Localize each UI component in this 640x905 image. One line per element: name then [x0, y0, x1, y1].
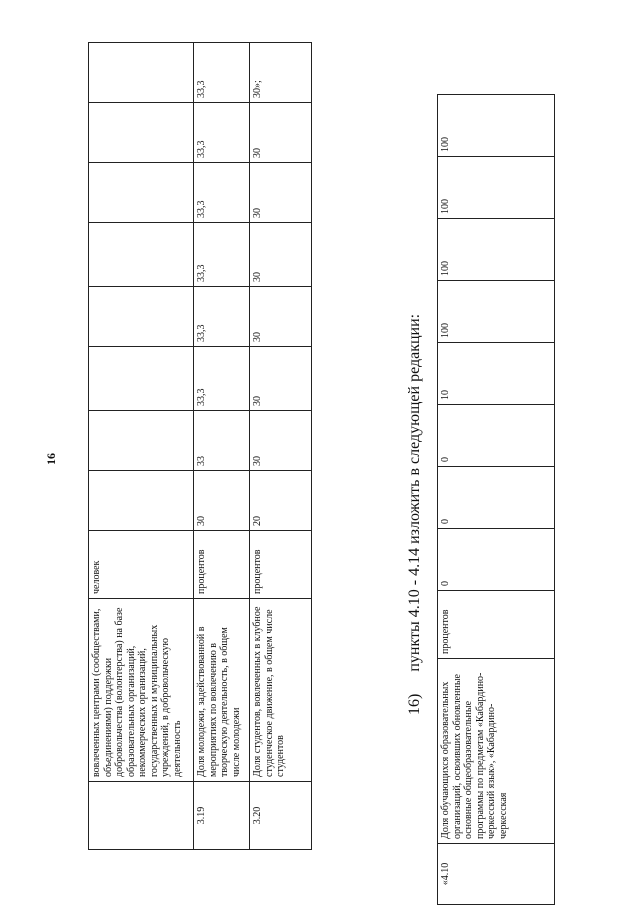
heading-number: 16): [406, 693, 423, 715]
value-cell: 30»;: [250, 43, 312, 103]
value-cell: [89, 287, 194, 347]
unit-cell: процентов: [250, 531, 312, 599]
table-row: [250, 43, 312, 850]
indicator-name: Доля молодежи, задействованной в мероприятиях по вовлечению в творческую деятельность, в общем числе молодежи: [194, 599, 250, 782]
value-cell: 10: [438, 343, 555, 405]
value-cell: 33,3: [194, 223, 250, 287]
value-cell: [89, 411, 194, 471]
heading-text: пункты 4.10 - 4.14 изложить в следующей редакции:: [406, 313, 423, 672]
section-heading: [406, 314, 424, 715]
unit-cell: процентов: [438, 591, 555, 659]
value-cell: [89, 43, 194, 103]
value-cell: 33: [194, 411, 250, 471]
table-row: [438, 95, 555, 905]
value-cell: 30: [250, 411, 312, 471]
value-cell: 33,3: [194, 347, 250, 411]
value-cell: 30: [250, 347, 312, 411]
value-cell: 30: [250, 223, 312, 287]
row-number: 3.20: [250, 782, 312, 850]
indicators-table-top: [88, 42, 312, 850]
page-number: 16: [44, 453, 58, 465]
value-cell: 100: [438, 219, 555, 281]
value-cell: [89, 471, 194, 531]
value-cell: 30: [194, 471, 250, 531]
row-number: «4.10: [438, 844, 555, 905]
value-cell: [89, 103, 194, 163]
value-cell: 30: [250, 103, 312, 163]
value-cell: 30: [250, 287, 312, 347]
value-cell: 33,3: [194, 43, 250, 103]
value-cell: 33,3: [194, 103, 250, 163]
value-cell: 20: [250, 471, 312, 531]
unit-cell: процентов: [194, 531, 250, 599]
value-cell: 0: [438, 405, 555, 467]
value-cell: 0: [438, 529, 555, 591]
value-cell: 33,3: [194, 163, 250, 223]
value-cell: [89, 347, 194, 411]
row-number: [89, 782, 194, 850]
indicator-name: Доля студентов, вовлеченных в клубное студенческое движение, в общем числе студентов: [250, 599, 312, 782]
indicator-name: вовлеченных центрами (сообществами, объединениями) поддержки добровольчества (волонтерства) на базе образовательных организаций, некоммерческих организаций, государственных и муниципальных учреждений, в добровольческую деятельность: [89, 599, 194, 782]
value-cell: 100: [438, 281, 555, 343]
table-row: [89, 43, 194, 850]
value-cell: [89, 223, 194, 287]
value-cell: 0: [438, 467, 555, 529]
value-cell: 33,3: [194, 287, 250, 347]
value-cell: 100: [438, 157, 555, 219]
value-cell: 30: [250, 163, 312, 223]
table-row: [194, 43, 250, 850]
indicators-table-bottom: [437, 94, 555, 905]
indicator-name: Доля обучающихся образовательных организаций, освоивших обновленные основные общеобразовательные программы по предметам «Кабардино-черкесский язык», «Кабардино-черкесская: [438, 659, 555, 844]
row-number: 3.19: [194, 782, 250, 850]
unit-cell: человек: [89, 531, 194, 599]
value-cell: 100: [438, 95, 555, 157]
value-cell: [89, 163, 194, 223]
